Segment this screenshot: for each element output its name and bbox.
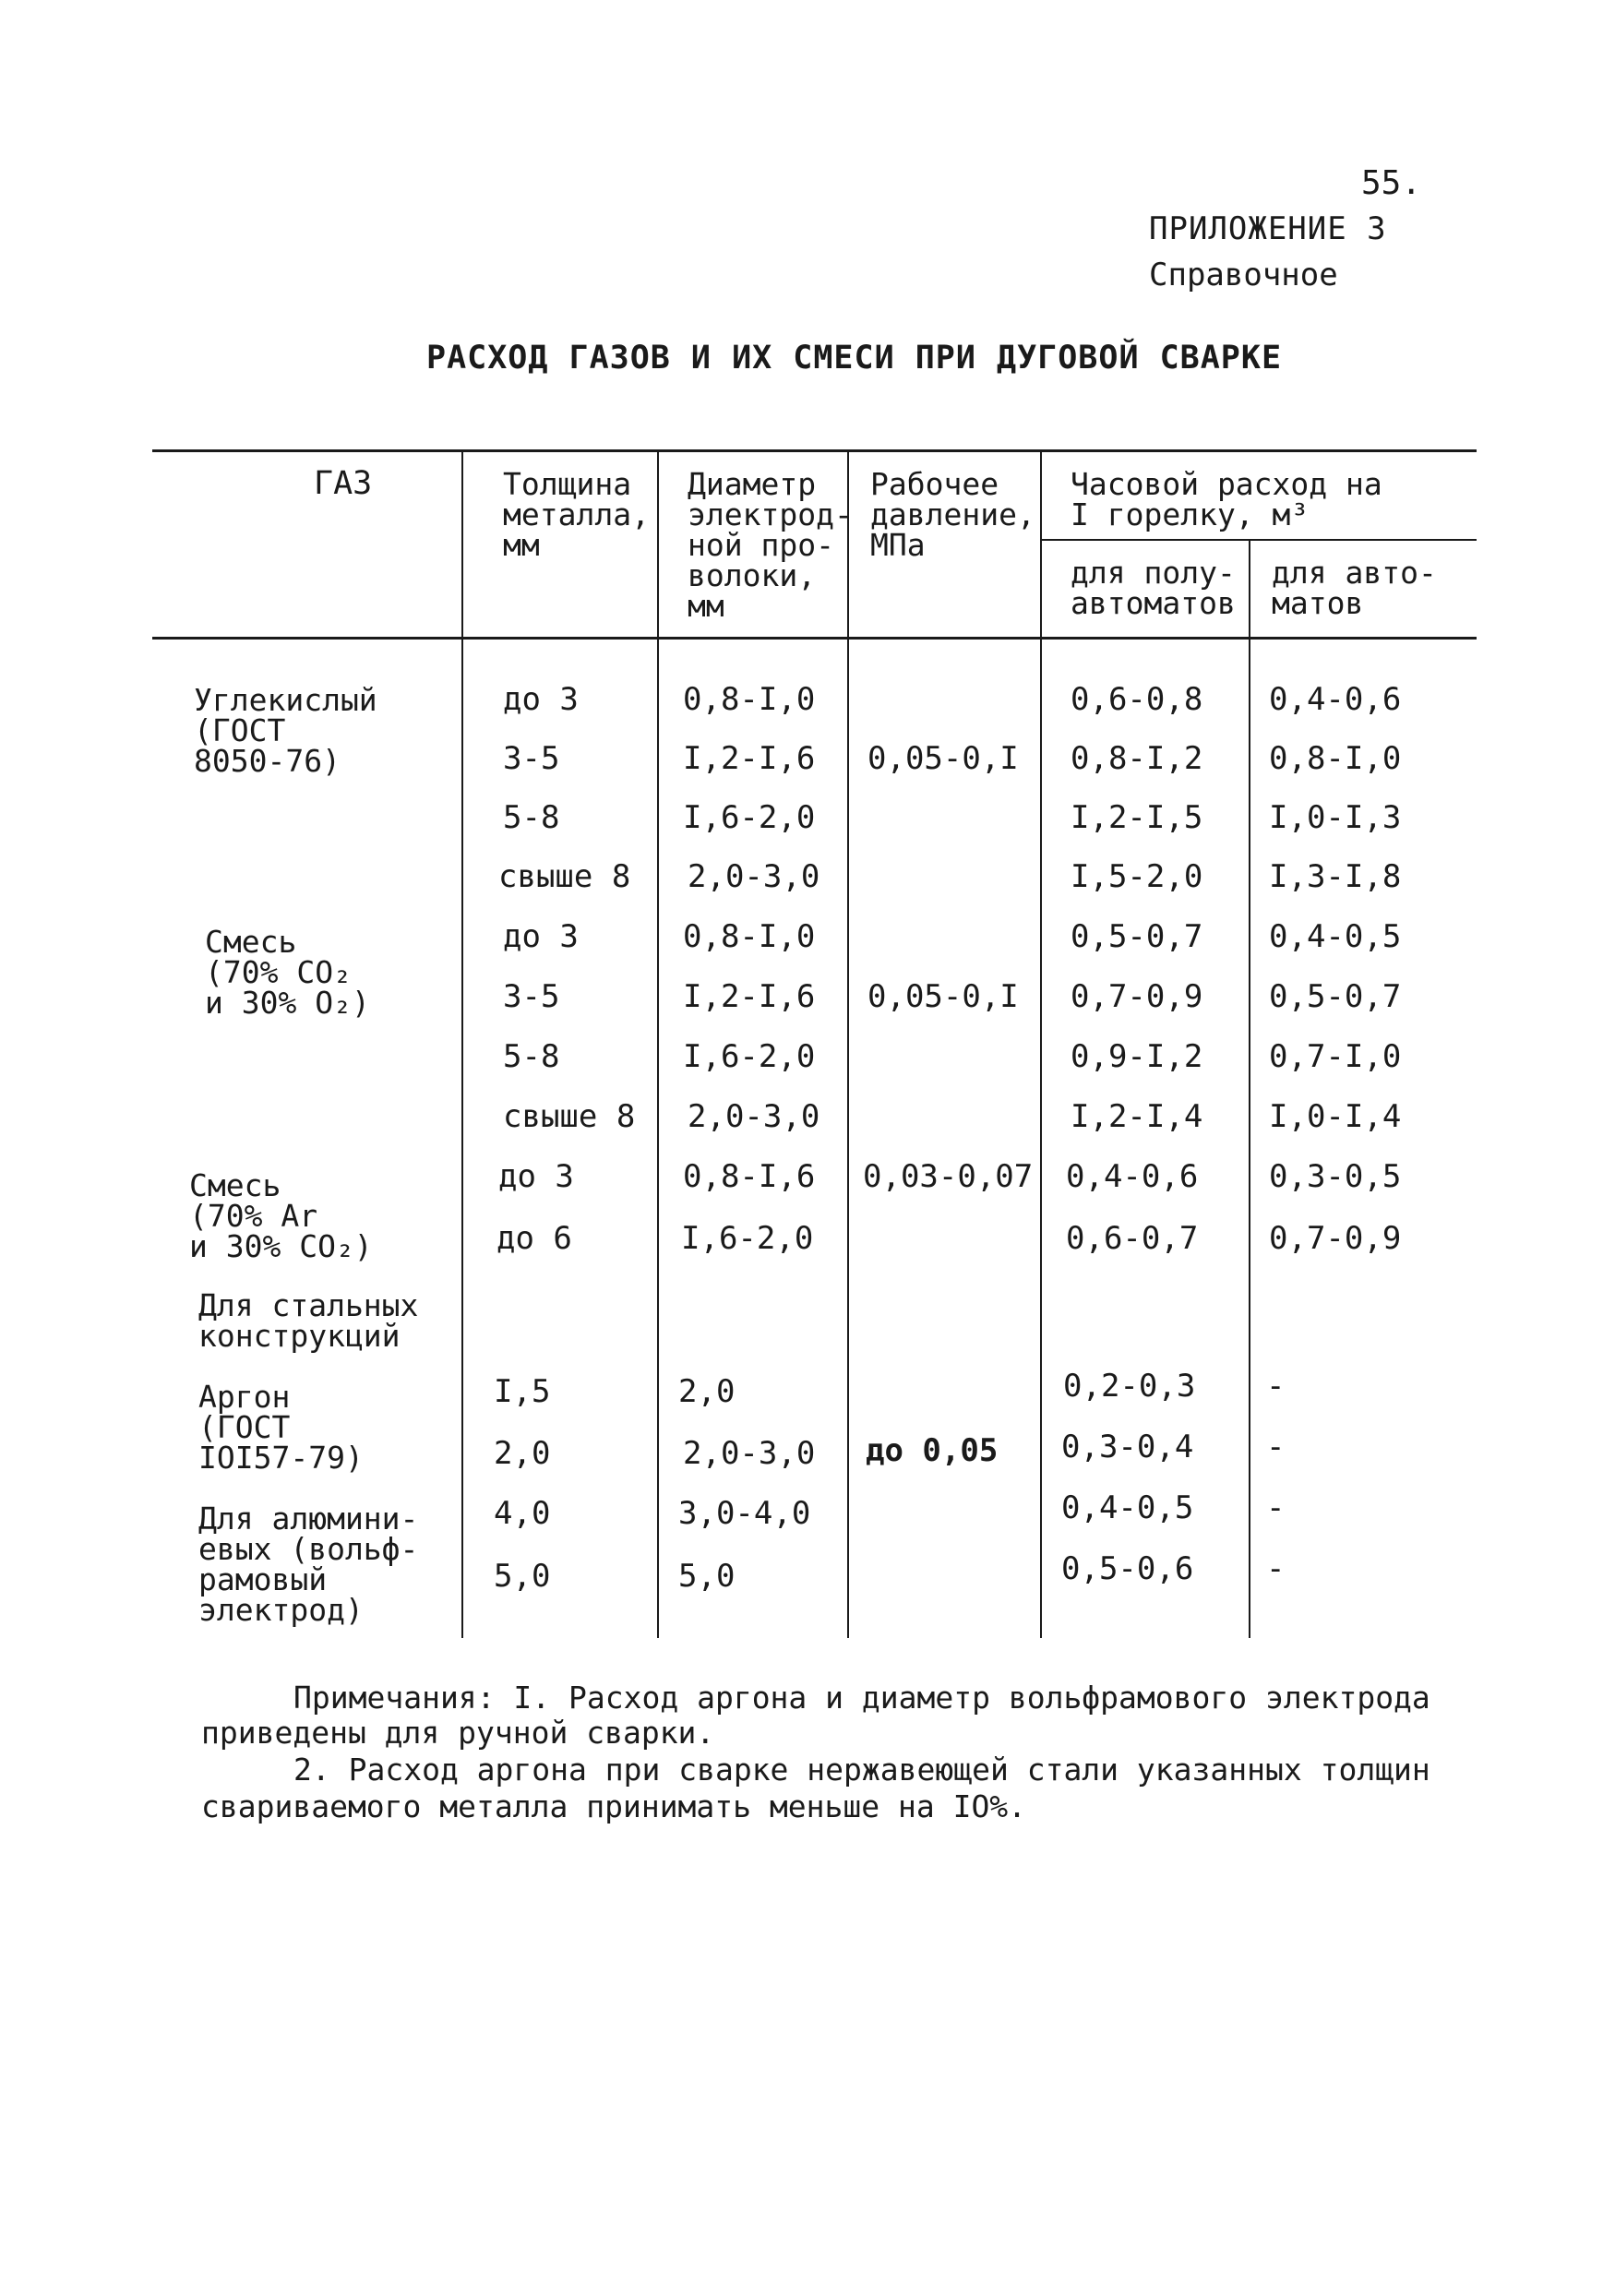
thickness-cell: до 3 [503, 918, 579, 955]
header-thickness: Толщина металла, мм [503, 466, 650, 563]
auto-cell: - [1266, 1368, 1286, 1405]
table-top-rule [152, 449, 1477, 452]
col-rule-2 [657, 449, 659, 1638]
thickness-cell: до 3 [503, 681, 579, 718]
note-1-line-2: приведены для ручной сварки. [201, 1715, 715, 1751]
diameter-cell: I,6-2,0 [681, 1220, 814, 1257]
auto-cell: 0,3-0,5 [1269, 1158, 1402, 1195]
diameter-cell: 3,0-4,0 [678, 1495, 811, 1532]
appendix-label: ПРИЛОЖЕНИЕ 3 [1149, 210, 1387, 247]
auto-cell: I,0-I,3 [1269, 799, 1402, 836]
note-1-line-1: Примечания: I. Расход аргона и диаметр вольфрамового электрода [293, 1680, 1430, 1716]
header-auto: для авто- матов [1272, 555, 1437, 621]
diameter-cell: 5,0 [678, 1558, 736, 1595]
gas-name: Углекислый (ГОСТ 8050-76) [194, 682, 377, 779]
gas-name: Для стальных конструкций Аргон (ГОСТ IOI57-79) Для алюмини- евых (вольф- рамовый электрод) [198, 1287, 419, 1628]
thickness-cell: свыше 8 [498, 858, 631, 895]
col-rule-4 [1040, 449, 1042, 1638]
appendix-type: Справочное [1149, 257, 1338, 293]
diameter-cell: 0,8-I,6 [683, 1158, 816, 1195]
auto-cell: 0,4-0,6 [1269, 681, 1402, 718]
semi-cell: I,2-I,5 [1071, 799, 1203, 836]
diameter-cell: 0,8-I,0 [683, 918, 816, 955]
semi-cell: 0,2-0,3 [1063, 1368, 1196, 1405]
semi-cell: 0,5-0,6 [1061, 1550, 1194, 1587]
thickness-cell: до 3 [498, 1158, 574, 1195]
thickness-cell: I,5 [494, 1373, 551, 1410]
diameter-cell: 2,0 [678, 1373, 736, 1410]
diameter-cell: 2,0-3,0 [688, 1098, 820, 1135]
gas-name: Смесь (70% Ar и 30% CO₂) [189, 1167, 373, 1264]
gas-name: Смесь (70% CO₂ и 30% O₂) [205, 924, 370, 1021]
semi-cell: 0,5-0,7 [1071, 918, 1203, 955]
diameter-cell: I,6-2,0 [683, 799, 816, 836]
thickness-cell: 5-8 [503, 1038, 560, 1075]
pressure-value: 0,03-0,07 [863, 1158, 1034, 1195]
header-gas: ГАЗ [314, 465, 373, 502]
auto-cell: - [1266, 1489, 1286, 1526]
semi-cell: I,5-2,0 [1071, 858, 1203, 895]
pressure-value: до 0,05 [866, 1432, 999, 1469]
header-pressure: Рабочее давление, МПа [870, 466, 1035, 563]
header-diameter: Диаметр электрод- ной про- волоки, мм [688, 466, 853, 624]
header-flow: Часовой расход на I горелку, м³ [1071, 466, 1382, 532]
auto-cell: I,0-I,4 [1269, 1098, 1402, 1135]
auto-cell: - [1266, 1550, 1286, 1587]
semi-cell: I,2-I,4 [1071, 1098, 1203, 1135]
auto-cell: - [1266, 1429, 1286, 1465]
diameter-cell: 2,0-3,0 [688, 858, 820, 895]
auto-cell: 0,7-0,9 [1269, 1220, 1402, 1257]
semi-cell: 0,6-0,8 [1071, 681, 1203, 718]
semi-cell: 0,6-0,7 [1066, 1220, 1199, 1257]
note-2-line-2: свариваемого металла принимать меньше на IO%. [201, 1788, 1027, 1824]
diameter-cell: I,2-I,6 [683, 740, 816, 777]
header-semi: для полу- автоматов [1071, 555, 1236, 621]
thickness-cell: 5-8 [503, 799, 560, 836]
thickness-cell: до 6 [496, 1220, 572, 1257]
pressure-value: 0,05-0,I [867, 740, 1019, 777]
flow-subheader-rule [1040, 539, 1477, 541]
page-number: 55. [1361, 164, 1422, 202]
diameter-cell: 0,8-I,0 [683, 681, 816, 718]
thickness-cell: 4,0 [494, 1495, 551, 1532]
semi-cell: 0,4-0,5 [1061, 1489, 1194, 1526]
diameter-cell: I,6-2,0 [683, 1038, 816, 1075]
semi-cell: 0,7-0,9 [1071, 978, 1203, 1015]
diameter-cell: I,2-I,6 [683, 978, 816, 1015]
pressure-value: 0,05-0,I [867, 978, 1019, 1015]
semi-cell: 0,9-I,2 [1071, 1038, 1203, 1075]
col-rule-5 [1249, 541, 1250, 1638]
auto-cell: 0,8-I,0 [1269, 740, 1402, 777]
auto-cell: 0,7-I,0 [1269, 1038, 1402, 1075]
thickness-cell: свыше 8 [503, 1098, 636, 1135]
semi-cell: 0,4-0,6 [1066, 1158, 1199, 1195]
page-title: РАСХОД ГАЗОВ И ИХ СМЕСИ ПРИ ДУГОВОЙ СВАРКЕ [426, 340, 1283, 377]
auto-cell: 0,5-0,7 [1269, 978, 1402, 1015]
thickness-cell: 3-5 [503, 740, 560, 777]
header-bottom-rule [152, 637, 1477, 640]
note-2-line-1: 2. Расход аргона при сварке нержавеющей стали указанных толщин [293, 1752, 1430, 1788]
thickness-cell: 2,0 [494, 1435, 551, 1472]
thickness-cell: 5,0 [494, 1558, 551, 1595]
thickness-cell: 3-5 [503, 978, 560, 1015]
semi-cell: 0,3-0,4 [1061, 1429, 1194, 1465]
auto-cell: I,3-I,8 [1269, 858, 1402, 895]
auto-cell: 0,4-0,5 [1269, 918, 1402, 955]
col-rule-1 [461, 449, 463, 1638]
col-rule-3 [847, 449, 849, 1638]
diameter-cell: 2,0-3,0 [683, 1435, 816, 1472]
semi-cell: 0,8-I,2 [1071, 740, 1203, 777]
